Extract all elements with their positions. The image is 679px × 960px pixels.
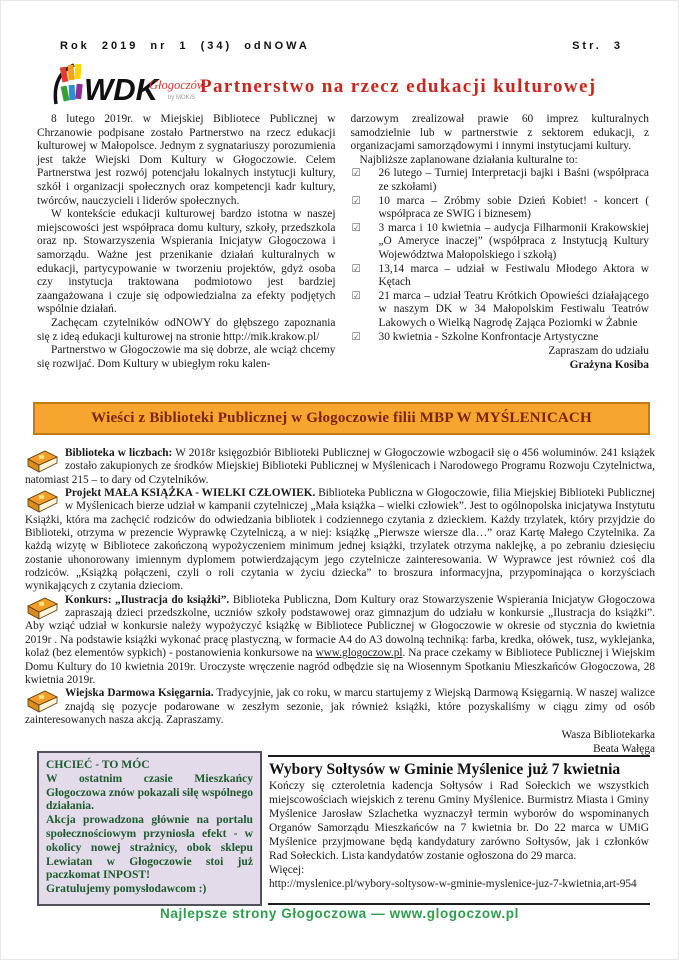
box-paragraph: W ostatnim czasie Mieszkańcy Głogoczowa znów pokazali siłę wspólnego działania.: [46, 771, 253, 813]
wdk-logo: [52, 58, 202, 114]
checkbox-icon: ☑: [351, 194, 361, 207]
wdk-logo-graphic: [52, 58, 202, 114]
item-lead: Konkurs: „Ilustracja do książki”.: [65, 593, 230, 606]
glogoczow-link[interactable]: www.glogoczow.pl: [315, 647, 403, 660]
elections-url[interactable]: http://myslenice.pl/wybory-soltysow-w-gminie-myslenice-juz-7-kwietnia,art-954: [269, 878, 637, 891]
item-body: . Na prace czekamy w Bibliotece Publicznej i Wiejskim Domu Kultury do 10 kwietnia 2019r. Uroczyste wręczenie nagród odbędzie się na Wiosennym Spotkaniu Mieszkańców Głogoczowa, 28 kwietnia 2019r.: [25, 647, 655, 686]
logo-wdk-text: WDK: [84, 72, 159, 107]
library-item: [25, 594, 655, 687]
article-paragraph: W kontekście edukacji kulturowej bardzo istotna w naszej miejscowości jest współpraca domu kultury, szkoły, przedszkola oraz np. Stowarzyszenia Wspierania Inicjatyw Głogoczowa i samorządu. Ważne jest przenikanie działań kulturalnych w edukacji, partycypowanie w tworzeniu projektów, gdyż osoba czy instytucja traktowana podmiotowo jest bardziej zaangażowana i czuje się odpowiedzialna za efekty podjętych wspólnie działań.: [37, 208, 336, 316]
want-can-box: [37, 751, 262, 906]
article-columns: [37, 113, 649, 372]
elections-more-label: Więcej:: [269, 864, 305, 877]
event-text: 13,14 marca – udział w Festiwalu Młodego Aktora w Kętach: [378, 262, 649, 289]
book-icon: [27, 488, 58, 513]
article-paragraph: Zachęcam czytelników odNOWY do głębszego zapoznania się z ideą edukacji kulturowej na stronie http://mik.krakow.pl/: [37, 316, 336, 343]
logo-sub-text: by MOKiS: [168, 95, 196, 101]
checkbox-icon: ☑: [351, 167, 361, 180]
library-banner-text: Wieści z Biblioteki Publicznej w Głogoczowie filii MBP W MYŚLENICACH: [91, 410, 592, 426]
book-icon: [27, 448, 58, 473]
checkbox-icon: ☑: [351, 221, 361, 234]
item-body: W 2018r księgozbiór Biblioteki Publicznej w Głogoczowie wzbogacił się o 456 woluminów. 241 książek zostało zakupionych ze środków Miejskiej Biblioteki Publicznej w Myślenicach i Narodowego Programu Rozwoju Czytelnictwa, natomiast 215 – to dary od Czytelników.: [25, 447, 655, 486]
librarian-name: Beata Wałęga: [593, 743, 655, 756]
library-item: [25, 687, 655, 727]
article-paragraph: darzowym zrealizował prawie 60 imprez kulturalnych samodzielnie lub w partnerstwie z sektorem edukacji, z organizacjami samorządowymi i innymi instytucjami kultury.: [350, 113, 649, 153]
checkbox-icon: ☑: [351, 262, 361, 275]
event-text: 10 marca – Zróbmy sobie Dzień Kobiet! - koncert ( współpraca ze SWIG i biznesem): [378, 194, 649, 221]
issue-label: Rok 2019 nr 1 (34) odNOWA: [60, 40, 310, 52]
box-title: CHCIEĆ - TO MÓC: [46, 758, 150, 771]
event-item: [351, 222, 650, 263]
checkbox-icon: ☑: [351, 330, 361, 343]
closing-line: Zapraszam do udziału: [548, 345, 649, 358]
library-section: [25, 447, 655, 757]
library-item: [25, 487, 655, 594]
library-item: [25, 447, 655, 487]
event-text: 26 lutego – Turniej Interpretacji bajki i Baśni (współpraca ze szkołami): [378, 167, 649, 193]
checkbox-icon: ☑: [351, 289, 361, 302]
item-body: Tradycyjnie, jak co roku, w marcu startujemy z Wiejską Darmową Księgarnią. W naszej walizce znajdą się pozycje podarowane w zeszłym sezonie, jak również książki, które pozyskaliśmy w ciągu zimy od osób zainteresowanych nasza akcją. Zapraszamy.: [25, 687, 655, 726]
elections-section: [268, 755, 650, 905]
library-banner: [33, 402, 650, 435]
book-icon: [27, 688, 58, 713]
page-footer: [0, 906, 679, 921]
event-item: [351, 167, 650, 194]
colored-books-icon: [60, 64, 83, 102]
event-item: [351, 290, 650, 331]
event-text: 30 kwietnia - Szkolne Konfrontacje Artystyczne: [378, 330, 599, 343]
item-body: Biblioteka Publiczna, Dom Kultury oraz Stowarzyszenie Wspierania Inicjatyw Głogoczowa zapraszają dzieci przedszkolne, uczniów szkoły podstawowej oraz gimnazjum do udziału w konkursie „Ilustracja do książki”. Aby wziąć udział w konkursie należy wypożyczyć książkę w Bibliotece Publicznej w Głogoczowie w okresie od stycznia do kwietnia 2019r . Na podstawie książki wykonać pracę plastyczną, w formacie A4 do A3 dowolną techniką: farba, kredka, ołówek, tusz, wyklejanka, kolaż (bez elementów sypkich) - postanowienia konkursowe na: [25, 593, 655, 660]
events-list: [351, 167, 650, 344]
event-item: [351, 195, 650, 222]
item-lead: Projekt MAŁA KSIĄŻKA - WIELKI CZŁOWIEK.: [65, 487, 316, 500]
footer-text: Najlepsze strony Głogoczowa — www.glogoczow.pl: [160, 906, 519, 921]
book-icon: [27, 595, 58, 620]
item-body: Biblioteka Publiczna w Głogoczowie, filia Miejskiej Biblioteki Publicznej w Myślenicach bierze udział w kampanii czytelniczej „Mała książka – wielki człowiek”. Jest to ogólnopolska inicjatywa Instytutu Książki, która ma zachęcić rodziców do odwiedzania bibliotek i codziennego czytania z dzieckiem. Każdy trzylatek, który przyjdzie do Biblioteki, otrzyma w prezencie Wyprawkę Czytelniczą, a w niej: książkę „Pierwsze wiersze dla…” oraz Kartę Małego Czytelnika. Za każdą wizytę w Bibliotece zakończoną wypożyczeniem minimum jednej książki, trzylatek otrzyma naklejkę, a po zebraniu dziesięciu zostanie uhonorowany imiennym dyplomem potwierdzającym jego czytelnicze zainteresowania. W Wyprawce jest również coś dla rodziców. „Książką połączeni, czyli o roli czytania w życiu dziecka” to broszura informacyjna, przypominająca o korzyściach wynikających z czytania dzieciom.: [25, 487, 655, 593]
box-paragraph: Gratulujemy pomysłodawcom :): [46, 882, 207, 896]
event-text: 3 marca i 10 kwietnia – audycja Filharmonii Krakowskiej „O Ameryce inaczej” (współpraca z Instytucją Kultury Województwa Małopolskiego i szkołą): [378, 221, 649, 261]
item-lead: Biblioteka w liczbach:: [65, 447, 173, 459]
events-list-intro: Najbliższe zaplanowane działania kulturalne to:: [359, 153, 578, 166]
article-title: Partnerstwo na rzecz edukacji kulturowej: [200, 76, 597, 97]
box-paragraph: Akcja prowadzona głównie na portalu społecznościowym przyniosła efekt - w okolicy nowej strażnicy, obok sklepu Lewiatan w Głogoczowie stoi już paczkomat INPOST!: [46, 813, 253, 882]
article-paragraph: 8 lutego 2019r. w Miejskiej Bibliotece Publicznej w Chrzanowie podpisane zostało Partnerstwo na rzecz edukacji kulturowej w Małopolsce. Jednym z sygnatariuszy porozumienia jest także Wiejski Dom Kultury w Głogoczowie. Celem Partnerstwa jest rozwój potencjału lokalnych instytucji kultury, szkół i organizacji społecznych oraz kompetencji kadr kultury, twórców, nauczycieli i liderów społecznych.: [37, 113, 336, 207]
page-number: Str. 3: [572, 40, 623, 52]
elections-body: Kończy się czteroletnia kadencja Sołtysów i Rad Sołeckich we wszystkich miejscowościach wiejskich z terenu Gminy Myślenice. Burmistrz Miasta i Gminy Myślenice Jarosław Szlachetka wyznaczył termin wyborów do wspominanych Organów Samorządu Mieszkańców na 7 kwietnia br. Do 22 marca w UMiG Myślenice przyjmowane będą kandydatury zarówno Sołtysów, jak i członków Rad Sołeckich. Lista kandydatów zostanie ogłoszona do 29 marca.: [269, 780, 649, 862]
page-header: [60, 40, 623, 52]
article-paragraph: Partnerstwo w Głogoczowie ma się dobrze, ale wciąż chcemy się rozwijać. Dom Kultury w ubiegłym roku kalen-: [37, 344, 336, 370]
item-lead: Wiejska Darmowa Księgarnia.: [65, 687, 214, 700]
column-left: [37, 113, 336, 372]
event-item: [351, 331, 650, 345]
event-text: 21 marca – udział Teatru Krótkich Opowieści działającego w naszym DK w 34 Małopolskim Festiwalu Teatrów Lakowych o Wielką Nagrodę Zająca Poziomki w Żabnie: [378, 289, 649, 329]
elections-title: Wybory Sołtysów w Gminie Myślenice już 7 kwietnia: [269, 761, 621, 778]
event-item: [351, 263, 650, 290]
author-signature: Grażyna Kosiba: [569, 358, 649, 371]
librarian-role: Wasza Bibliotekarka: [561, 729, 655, 742]
logo-glogoczow-text: Głogoczów: [149, 78, 202, 92]
column-right: [351, 113, 650, 372]
